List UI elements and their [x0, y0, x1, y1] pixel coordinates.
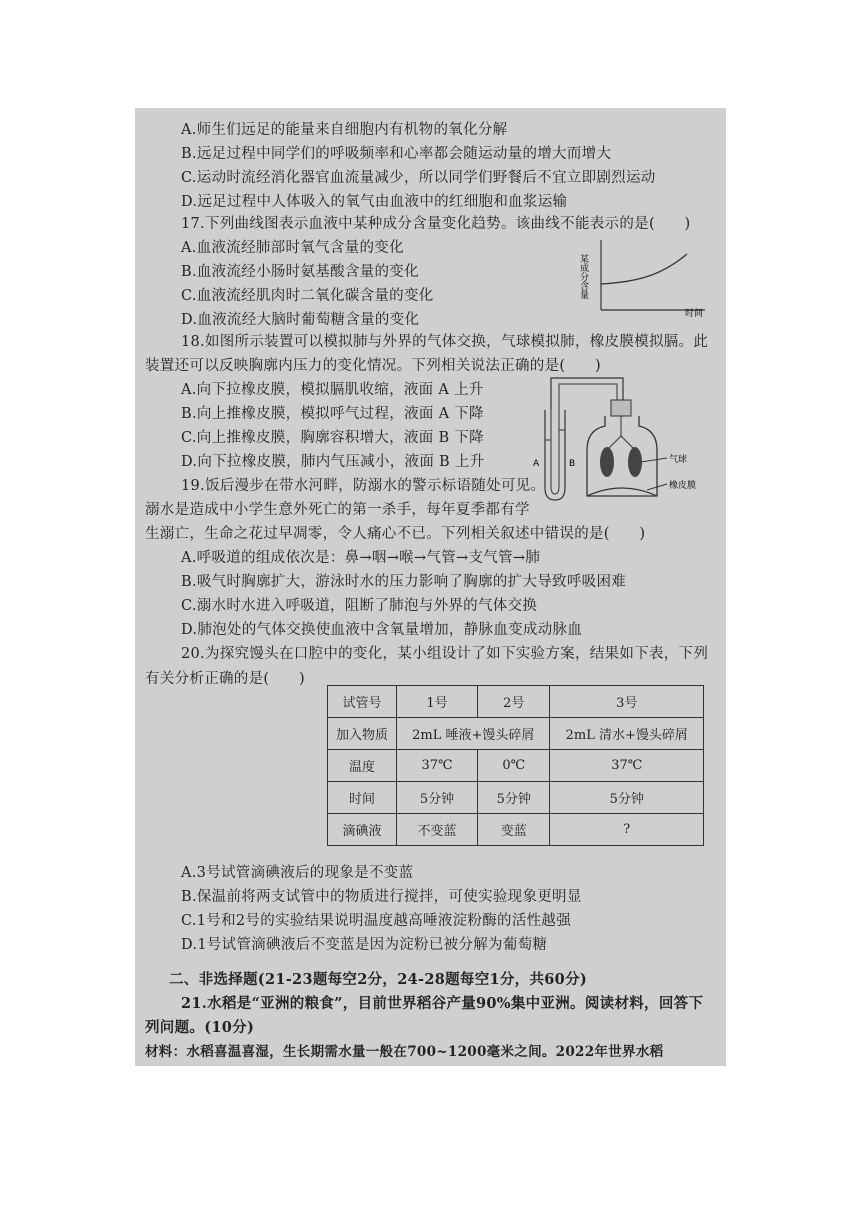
table-cell: ? — [550, 814, 704, 846]
q21-line2: 列问题。(10分) — [145, 1019, 255, 1036]
q17-option-b: B.血液流经小肠时氨基酸含量的变化 — [181, 264, 419, 280]
table-cell: 37℃ — [550, 750, 704, 782]
q19-line2: 溺水是造成中小学生意外死亡的第一杀手，每年夏季都有学 — [145, 502, 530, 518]
table-cell: 5分钟 — [397, 782, 478, 814]
table-cell: 2号 — [478, 686, 550, 718]
table-cell: 时间 — [328, 782, 397, 814]
q20-option-a: A.3号试管滴碘液后的现象是不变蓝 — [181, 865, 414, 881]
q16-option-c: C.运动时流经消化器官血流量减少，所以同学们野餐后不宜立即剧烈运动 — [181, 170, 656, 186]
table-cell: 温度 — [328, 750, 397, 782]
q18-option-c: C.向上推橡皮膜，胸廓容积增大，液面 B 下降 — [181, 430, 484, 446]
q21-material: 材料：水稻喜温喜湿，生长期需水量一般在700~1200毫米之间。2022年世界水稻 — [145, 1044, 664, 1060]
table-cell: 5分钟 — [478, 782, 550, 814]
table-cell: 试管号 — [328, 686, 397, 718]
table-cell: 2mL 唾液+馒头碎屑 — [397, 718, 550, 750]
q19-option-a: A.呼吸道的组成依次是：鼻→咽→喉→气管→支气管→肺 — [181, 550, 541, 566]
q20-option-c: C.1号和2号的实验结果说明温度越高唾液淀粉酶的活性越强 — [181, 913, 572, 929]
q17-curve-figure — [578, 236, 711, 319]
q18-option-d: D.向下拉橡皮膜，肺内气压减小，液面 B 上升 — [181, 454, 485, 470]
table-cell: 3号 — [550, 686, 704, 718]
q19-line3: 生溺亡，生命之花过早凋零，令人痛心不已。下列相关叙述中错误的是( ) — [145, 526, 646, 542]
q18-label-b: B — [569, 459, 576, 469]
table-cell: 变蓝 — [478, 814, 550, 846]
table-row — [328, 782, 704, 814]
q16-option-b: B.远足过程中同学们的呼吸频率和心率都会随运动量的增大而增大 — [181, 146, 612, 162]
q17-option-c: C.血液流经肌肉时二氧化碳含量的变化 — [181, 288, 434, 304]
q19-line1: 19.饭后漫步在带水河畔，防溺水的警示标语随处可见。 — [181, 478, 546, 494]
q20-option-d: D.1号试管滴碘液后不变蓝是因为淀粉已被分解为葡萄糖 — [181, 937, 548, 953]
q20-stem-line2: 有关分析正确的是( ) — [145, 671, 305, 687]
q17-y-label: 某成分含量 — [578, 254, 588, 299]
q20-stem-line1: 20.为探究馒头在口腔中的变化，某小组设计了如下实验方案，结果如下表，下列 — [181, 646, 709, 662]
q18-option-b: B.向上推橡皮膜，模拟呼气过程，液面 A 下降 — [181, 406, 484, 422]
q20-experiment-table — [327, 685, 704, 846]
table-cell: 37℃ — [397, 750, 478, 782]
section2-heading: 二、非选择题(21-23题每空2分，24-28题每空1分，共60分) — [169, 971, 588, 988]
table-cell: 5分钟 — [550, 782, 704, 814]
q17-option-a: A.血液流经肺部时氧气含量的变化 — [181, 240, 404, 256]
q17-stem: 17.下列曲线图表示血液中某种成分含量变化趋势。该曲线不能表示的是( ) — [181, 216, 691, 232]
q18-stem-line1: 18.如图所示装置可以模拟肺与外界的气体交换，气球模拟肺，橡皮膜模拟膈。此 — [181, 334, 709, 350]
q18-option-a: A.向下拉橡皮膜，模拟膈肌收缩，液面 A 上升 — [181, 382, 484, 398]
table-row — [328, 686, 704, 718]
q18-label-balloon: 气球 — [669, 455, 688, 465]
q20-option-b: B.保温前将两支试管中的物质进行搅拌，可使实验现象更明显 — [181, 889, 582, 905]
q18-apparatus-figure — [529, 370, 711, 510]
table-cell: 滴碘液 — [328, 814, 397, 846]
q18-stem-line2: 装置还可以反映胸廓内压力的变化情况。下列相关说法正确的是( ) — [145, 358, 601, 374]
exam-page — [135, 108, 726, 1066]
table-row — [328, 814, 704, 846]
table-cell: 1号 — [397, 686, 478, 718]
q21-line1: 21.水稻是“亚洲的粮食”，目前世界稻谷产量90%集中亚洲。阅读材料，回答下 — [181, 995, 704, 1012]
q19-option-c: C.溺水时水进入呼吸道，阻断了肺泡与外界的气体交换 — [181, 598, 538, 614]
q19-option-b: B.吸气时胸廓扩大，游泳时水的压力影响了胸廓的扩大导致呼吸困难 — [181, 574, 627, 590]
q17-x-label: 时间 — [685, 309, 704, 319]
table-cell: 2mL 清水+馒头碎屑 — [550, 718, 704, 750]
q16-option-d: D.远足过程中人体吸入的氧气由血液中的红细胞和血浆运输 — [181, 194, 568, 210]
q19-option-d: D.肺泡处的气体交换使血液中含氧量增加，静脉血变成动脉血 — [181, 622, 583, 638]
table-row — [328, 750, 704, 782]
q18-label-membrane: 橡皮膜 — [669, 481, 697, 491]
q16-option-a: A.师生们远足的能量来自细胞内有机物的氧化分解 — [181, 122, 508, 138]
table-cell: 不变蓝 — [397, 814, 478, 846]
q18-label-a: A — [533, 459, 540, 469]
table-cell: 0℃ — [478, 750, 550, 782]
table-cell: 加入物质 — [328, 718, 397, 750]
q17-option-d: D.血液流经大脑时葡萄糖含量的变化 — [181, 312, 420, 328]
table-row — [328, 718, 704, 750]
